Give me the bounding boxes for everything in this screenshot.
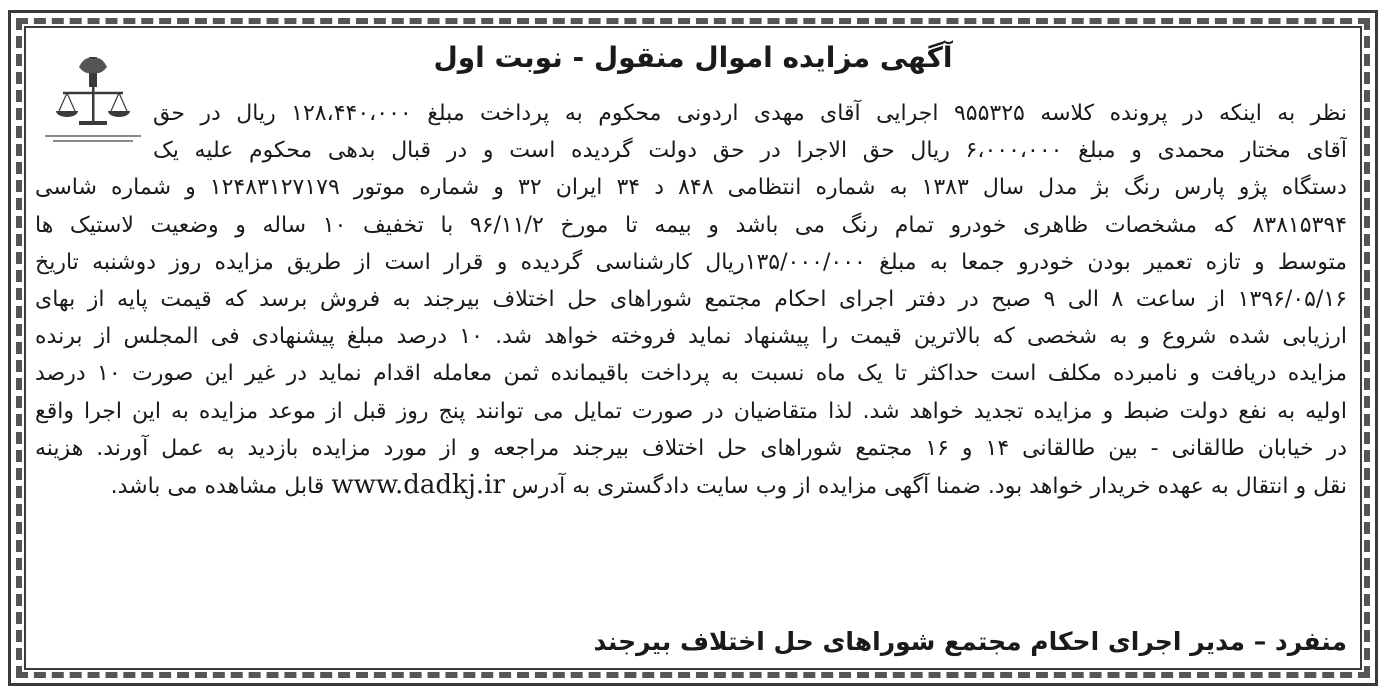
body-line: اولیه به نفع دولت ضبط و مزایده تجدید خواهد شد. لذا متقاضیان در صورت تمایل می توانند پنج روز قبل از موعد مزایده به این اجرا واقع bbox=[35, 398, 1347, 424]
body-line: در خیابان طالقانی - بین طالقانی ۱۴ و ۱۶ مجتمع شوراهای حل اختلاف بیرجند مراجعه و از مورد مزایده بازدید به عمل آورند. هزینه bbox=[35, 435, 1347, 461]
body-line: متوسط و تازه تعمیر بودن خودرو جمعا به مبلغ ۱۳۵/۰۰۰/۰۰۰ریال کارشناسی گردیده و قرار است از طریق مزایده روز دوشنبه تاریخ bbox=[35, 249, 1347, 275]
body-line: ارزیابی شده شروع و به شخصی که بالاترین قیمت را پیشنهاد نماید فروخته خواهد شد. ۱۰ درصد مبلغ پیشنهادی فی المجلس از برنده bbox=[35, 324, 1347, 350]
body-line: مزایده دریافت و نامبرده مکلف است حداکثر تا یک ماه نسبت به پرداخت باقیمانده ثمن معامله اقدام نماید در غیر این صورت ۱۰ درصد bbox=[35, 361, 1347, 387]
body-text-before-url: نقل و انتقال به عهده خریدار خواهد بود. ضمنا آگهی مزایده از وب سایت دادگستری به آدرس bbox=[511, 474, 1347, 500]
judiciary-scales-emblem-icon bbox=[39, 49, 147, 149]
body-line-last bbox=[35, 467, 1347, 505]
notice-body bbox=[35, 95, 1347, 505]
signature-line: منفرد – مدیر اجرای احکام مجتمع شوراهای حل اختلاف بیرجند bbox=[593, 627, 1347, 656]
body-text-after-url: قابل مشاهده می باشد. bbox=[110, 474, 325, 500]
body-line: آقای مختار محمدی و مبلغ ۶،۰۰۰،۰۰۰ ریال حق الاجرا در حق دولت گردیده است و در قبال بدهی محکوم علیه یک bbox=[153, 138, 1347, 164]
notice-content bbox=[33, 35, 1353, 661]
body-line: ۱۳۹۶/۰۵/۱۶ از ساعت ۸ الی ۹ صبح در دفتر اجرای احکام مجتمع شوراهای حل اختلاف بیرجند به فروش برسد که قیمت پایه از بهای bbox=[35, 287, 1347, 313]
website-url-link[interactable]: www.dadkj.ir bbox=[331, 470, 505, 501]
body-line: دستگاه پژو پارس رنگ بژ مدل سال ۱۳۸۳ به شماره انتظامی ۸۴۸ د ۳۴ ایران ۳۲ و شماره موتور ۱۲۴۸۳۱۲۷۱۷۹ و شماره شاسی bbox=[35, 175, 1347, 201]
notice-frame bbox=[8, 10, 1378, 686]
notice-title: آگهی مزایده اموال منقول - نوبت اول bbox=[433, 41, 953, 74]
body-line: نظر به اینکه در پرونده کلاسه ۹۵۵۳۲۵ اجرایی آقای مهدی اردونی محکوم به پرداخت مبلغ ۱۲۸،۴۴۰،۰۰۰ ریال در حق bbox=[153, 101, 1347, 126]
body-line: ۸۳۸۱۵۳۹۴ که مشخصات ظاهری خودرو تمام رنگ می باشد و بیمه تا مورخ ۹۶/۱۱/۲ با تخفیف ۱۰ ساله و وضعیت لاستیک ها bbox=[35, 212, 1347, 238]
